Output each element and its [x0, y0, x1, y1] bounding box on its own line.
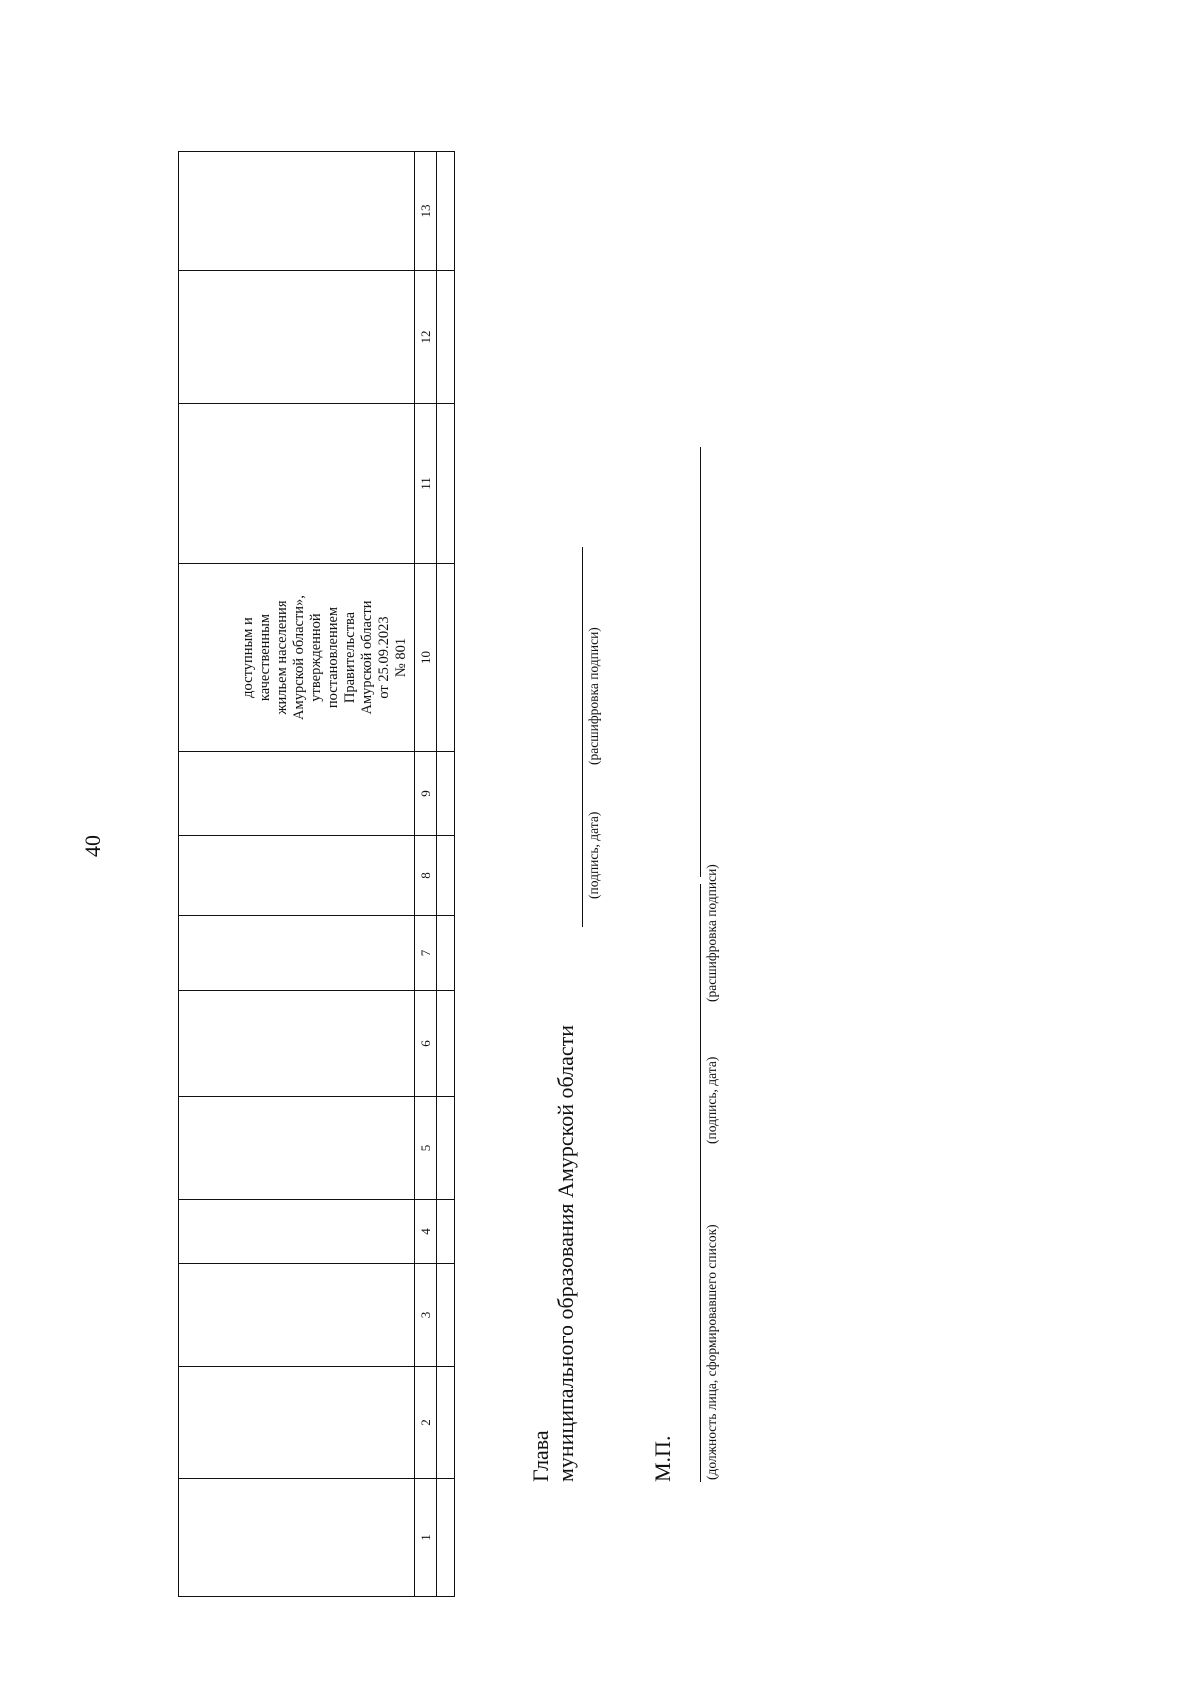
caption-sign-date: (подпись, дата)	[704, 1056, 719, 1144]
column-number: 9	[415, 752, 437, 836]
table-cell	[179, 271, 415, 404]
column-number: 6	[415, 991, 437, 1097]
table-cell	[179, 1097, 415, 1200]
column-number: 13	[415, 152, 437, 271]
column-number: 1	[415, 1479, 437, 1597]
caption-sign-date: (подпись, дата)	[586, 811, 601, 899]
table-cell	[437, 1367, 455, 1479]
table-cell	[179, 404, 415, 564]
text-line: жильем населения	[274, 600, 290, 715]
table-cell	[179, 916, 415, 991]
table-cell-text	[240, 564, 414, 751]
signature-line	[582, 547, 583, 927]
column-number-row	[415, 152, 437, 1597]
table-cell	[437, 752, 455, 836]
table-cell	[437, 404, 455, 564]
text-line: Правительства	[342, 611, 358, 704]
head-signature-block	[556, 547, 606, 927]
caption-decoding: (расшифровка подписи)	[586, 627, 601, 765]
head-title-line: муниципального образования Амурской области	[553, 1024, 578, 1482]
table-cell	[179, 1367, 415, 1479]
text-line: доступным и	[240, 617, 256, 698]
table-cell	[179, 836, 415, 916]
empty-row	[437, 152, 455, 1597]
table-cell	[179, 1200, 415, 1264]
column-number: 2	[415, 1367, 437, 1479]
column-number: 12	[415, 271, 437, 404]
table-cell	[437, 564, 455, 752]
head-title-line: Глава	[528, 1430, 553, 1482]
text-line: утвержденной	[308, 613, 324, 702]
column-number: 4	[415, 1200, 437, 1264]
text-line: Амурской области	[359, 600, 375, 715]
table-cell	[437, 1264, 455, 1367]
caption-decoding: (расшифровка подписи)	[704, 864, 719, 1002]
table-cell	[179, 991, 415, 1097]
table-cell	[437, 1200, 455, 1264]
column-number: 5	[415, 1097, 437, 1200]
table-cell	[437, 916, 455, 991]
caption-position: (должность лица, сформировавшего список)	[704, 1224, 719, 1480]
text-line: постановлением	[325, 606, 341, 709]
table-cell	[179, 152, 415, 271]
table-cell	[179, 752, 415, 836]
column-number: 10	[415, 564, 437, 752]
table-cell	[437, 1097, 455, 1200]
page-number: 40	[80, 835, 105, 857]
text-line: от 25.09.2023	[376, 616, 392, 699]
register-table	[178, 151, 455, 1597]
head-title	[528, 1025, 578, 1482]
responsible-signature-block	[700, 447, 740, 1482]
table-cell	[437, 271, 455, 404]
column-number: 7	[415, 916, 437, 991]
signature-line	[700, 447, 701, 877]
column-number: 11	[415, 404, 437, 564]
column-number: 3	[415, 1264, 437, 1367]
text-line: Амурской области»,	[291, 595, 307, 720]
table-cell	[437, 991, 455, 1097]
text-line: качественным	[257, 613, 273, 702]
table-cell	[179, 1479, 415, 1597]
table-cell	[437, 152, 455, 271]
signature-line	[700, 884, 701, 1482]
table-cell	[179, 1264, 415, 1367]
table-cell-10	[179, 564, 415, 752]
table-cell	[437, 836, 455, 916]
table-content-row	[179, 152, 415, 1597]
text-line: № 801	[393, 637, 409, 678]
table-cell	[437, 1479, 455, 1597]
column-number: 8	[415, 836, 437, 916]
stamp-label: М.П.	[650, 1435, 675, 1482]
